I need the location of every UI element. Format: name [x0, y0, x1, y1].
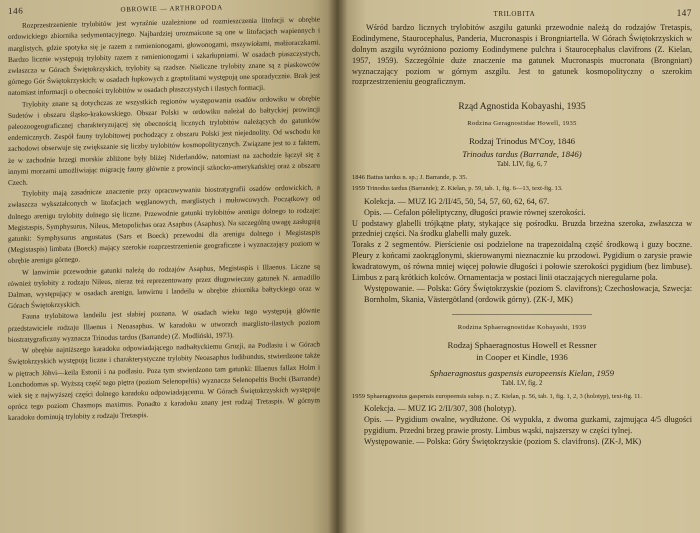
paragraph: W lanwirnie przewodnie gatunki należą do rodzajów Asaphus, Megistaspis i Illaenus. Liczne są również trylobity z rodzaju Nileus, nieraz też reprezentowany przez długowieczny gatunek N. armadillo Dalman, występujący w osadach arenigu, lanwirnu i landeilu w obrębie zbiornika bałtyckiego oraz w Górach Świętokrzyskich.: [8, 262, 320, 311]
paragraph: Trylobity znane są dotychczas ze wszystkich regionów występowania osadów ordowiku w obrębie Sudetów i obszaru śląsko-krakowskiego. Obszar Polski w ordowiku należał do bałtyckiej prowincji paleozoogeograficznej charakteryzującej się obecnością licznych trylobitów należących do gatunków endemicznych. Zespół fauny trylobitowej pochodzący z obszaru Polski jest niejednolity. Od wschodu ku zachodowi obserwuje się zwiększanie się liczby trylobitów kosmopolitycznych. Związane jest to z faktem, że w zachodnie brzegi morskie zbliżone były bliżej Niderlandów, natomiast na zachodzie łączył się z innymi morzami umożliwiając migrację fauny głównie z prowincji szkocko-amerykańskiej oraz z obszaru Czech.: [8, 94, 320, 188]
species-heading: Trinodus tardus (Barrande, 1846): [462, 148, 582, 159]
plate-reference: Tabl. LIV, fig. 6, 7: [496, 160, 548, 168]
genus-heading: Rodzaj Sphaeragnostus Howell et Ressner: [447, 339, 597, 350]
species-heading: Sphaeragnostus gaspensis europeensis Kielan, 1959: [429, 368, 615, 379]
book-gutter: [328, 0, 348, 533]
paragraph: W obrębie najniższego karadoku odpowiadającego nadbałtyckiemu Gruzji, na Podlasiu i w Górach Świętokrzyskich występują liczne i charakterystyczne trylobity Neoasaphus ludibundus, stwierdzone także w piętrach Jõhvi—keila Estonii i na podlasiu. Poza tym stwierdzono tam gatunki: Illaenus fallax Holm i Lonchodomas sp. Wyższą część tego piętra (poziom Selenopeltis) wyznacza Selenopeltis Buchi (Barrande) wiek się z najwyższej części dolnego karadoku odpowiadającemu. W Górach Świętokrzyskich występuje oprócz tego poziom Chasmops maximus. Ponadto z karadoku znany jest rodzaj Tretaspis. W górnym karadoku dominują trylobity z rodzaju Tretaspis.: [8, 340, 320, 423]
plate-reference: Tabl. LV, fig. 2: [501, 379, 543, 387]
opis-entry: Toraks z 2 segmentów. Pierścienie osi podzielone na trapezoidalną część środkową i guzy boczne. Pleury z końcami zaokrąglonymi, skierowanymi nieznacznie ku przodowi. Pygidium o zarysie prawie kwadratowym, oś równa mniej więcej połowie długości i połowie szerokości pygidium (bez limbuse). Limbus z parą krótkich kolców. Ornamentacja w postaci linii otaczających nieregularne pola.: [352, 240, 692, 283]
genus-heading: Rodzaj Trinodus M'Coy, 1846: [468, 136, 576, 147]
paragraph: Rozprzestrzenienie trylobitów jest wyraźnie uzależnione od rozmieszczenia litofacji w obrębie ordowickiego zbiornika sedymentacyjnego. Najbardziej urozmaicone są one w litofacjach wapiennych i marglistych, gdzie spotyka się je razem z ramienionogami, głowonogami, mszywiołami, małżoraczkami. Bardzo licznie występują trylobity razem z ramienionogami i szkarłupniami. W osadach piaszczystych, zwłaszcza w Górach Świętokrzyskich, trylobity są rzadsze. Nieliczne trylobity znane są z piaskowców górnego Gór Świętokrzyskich; w osadach łupkowych z graptolitami występują one sporadycznie. Brak jest natomiast informacji o obecności trylobitów w osadach płaszczystych i ilastych formacji.: [8, 15, 320, 98]
page-number-right: 147: [676, 8, 692, 18]
left-page-body: [8, 0, 320, 425]
section-divider: [452, 314, 592, 315]
family-heading: Rodzina Geragnostidae Howell, 1935: [467, 120, 577, 128]
synonymy-entry: 1959 Sphaeragnostus gaspensis europeensis subsp. n.; Z. Kielan, p. 56, tab. 1, fig. 1, 2, 3 (holotyp), text-fig. 11.: [352, 392, 643, 400]
opis-entry: Opis. — Pygidium owalne, wydłużone. Oś wypukła, z dwoma guzkami, zajmująca 4/5 długości pygidium. Przedni brzeg prawie prosty. Limbus wąski, najszerszy w części tylnej.: [364, 415, 692, 435]
running-head-title-left: OBROWIE — ARTHROPODA: [120, 3, 223, 14]
running-head-title-right: TRILOBITA: [493, 10, 536, 18]
genus-heading-cont: in Cooper et Kindle, 1936: [476, 352, 568, 363]
wystepowanie-entry: Występowanie. — Polska: Góry Świętokrzyskie (poziom S. clavifrons). (ZK-J, MK): [364, 436, 642, 446]
kolekcja-entry: Kolekcja. — MUZ IG 2/II/45, 50, 54, 57, 60, 62, 64, 67.: [364, 196, 550, 206]
right-page: [338, 0, 700, 533]
paragraph: Trylobity mają zasadnicze znaczenie przy opracowywaniu biostratygrafii osadów ordowickich, a zwłaszcza wykształconych w litofacjach węglanowych, marglistych i mułowcowych. Początkowy od dolnego arenigu trylobity dolnego się liczne. Przewodnie gatunki trylobitów arenigu dolnego to rodzaje: Megistaspis, Symphysurus, Nileus, Metopolichas oraz Asaphus (Asaphus). Na szczególną uwagę zasługują gatunki: Symphysurus angustatus (Sars et Boeck) przewodni dla arenigu dolnego i Megistaspis (Megistaspis) limbata (Boeck) mający szerokie rozprzestrzenienie geograficzne i wyznaczający poziom w obrębie arenigu górnego.: [8, 183, 320, 266]
wystepowanie-entry: Występowanie. — Polska: Góry Świętokrzyskie (poziom S. clavifrons); Czechosłowacja, Szwecja: Bornholm, Skania, Västergötland (ordowik górny). (ZK-J, MK): [364, 283, 692, 304]
intro-paragraph: Wśród bardzo licznych trylobitów aszgilu gatunki przewodnie należą do rodzajów Tretaspis, Eodindymene, Staurocephalus, Panderia, Mucronaspis i Brongniartella. W Górach Świętokrzyskich w dolnym aszgilu wyróżniono poziomy Eodindymene pulchra i Staurocephalus clavifrons (Z. Kielan, 1957, 1959). Szczególnie duże znaczenie ma gatunek Mucronaspis mucronata (Brongniart) wyznaczający poziom w górnym aszgilu. Jest to gatunek kosmopolityczny o szerokim rozprzestrzenieniu geograficznym.: [352, 22, 692, 87]
kolekcja-entry: Kolekcja. — MUZ IG 2/II/307, 308 (holotyp).: [364, 404, 517, 414]
paragraph: Fauna trylobitowa landeilu jest słabiej poznana. W osadach wieku tego występują głównie przedstawiciele rodzaju Illaenus i Neoasaphus. W karadoku w utworach marglisto-ilastych poziom biostratygraficzny wyznacza Trinodus tardus (Barrande) (Z. Modliński, 1973).: [8, 306, 320, 344]
opis-entry: Opis. — Cefalon półeliptyczny, długości prawie równej szerokości.: [364, 207, 586, 217]
right-running-head: [352, 8, 692, 20]
synonymy-entry: 1846 Battus tardus n. sp.; J. Barrande, p. 35.: [352, 173, 468, 181]
family-heading: Rodzina Sphaeragnostidae Kobayashi, 1939: [457, 323, 587, 331]
synonymy-entry: 1959 Trinodus tardus (Barrande); Z. Kielan, p. 59, tab. 1, fig. 6—13, text-fig. 13.: [352, 185, 563, 193]
left-page: [0, 0, 338, 533]
opis-entry: U podstawy glabelli trójkątne płaty, stykające się pośrodku. Bruzda brzeżna szeroka, zwłaszcza w przedniej części. Na środku glabelli mały guzek.: [352, 218, 692, 239]
order-heading: Rząd Agnostida Kobayashi, 1935: [458, 102, 586, 113]
page-number-left: 146: [8, 5, 24, 16]
